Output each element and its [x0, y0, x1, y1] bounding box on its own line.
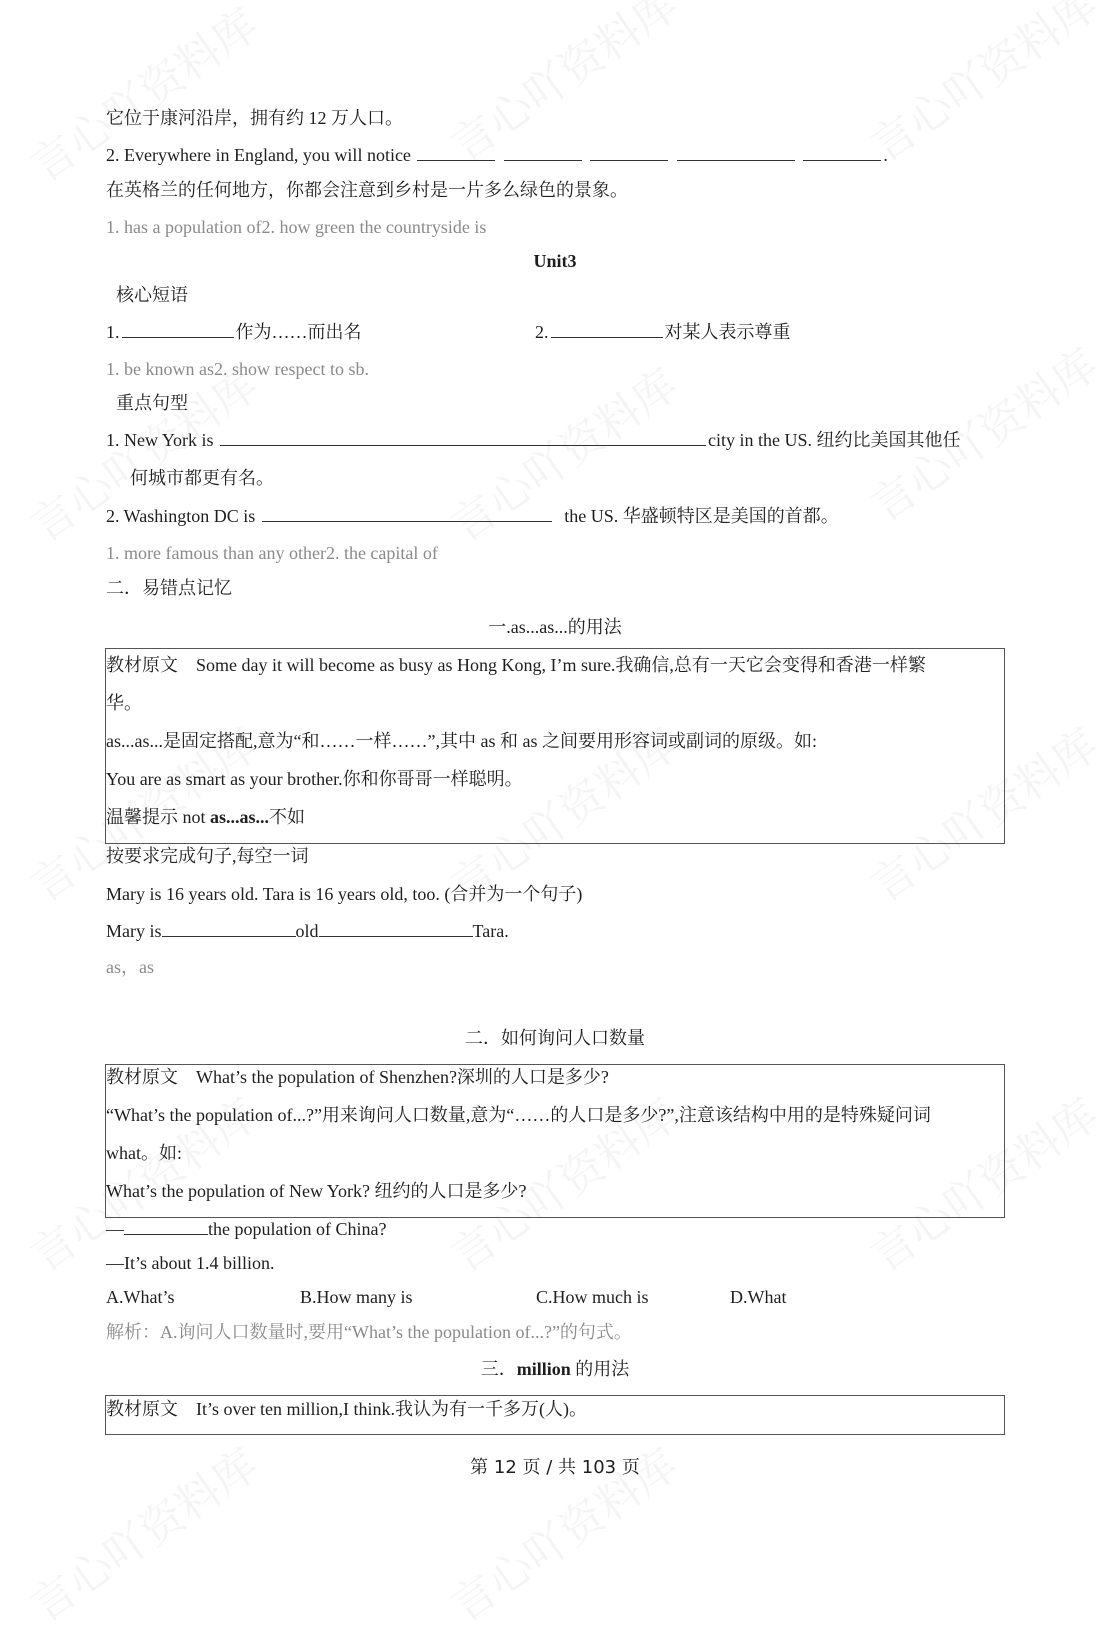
phrase-number: 2. [535, 322, 549, 342]
section-heading: 二．易错点记忆 [106, 578, 232, 598]
exercise-answer-line [106, 920, 509, 942]
answer-blank [122, 321, 234, 338]
answer-blank [124, 1218, 208, 1235]
question-text: the population of China? [208, 1219, 387, 1239]
tip-label: 温馨提示 not [106, 807, 211, 827]
title-number: 三． [480, 1359, 517, 1379]
answer-blank [319, 920, 473, 937]
sentence-text: the US. 华盛顿特区是美国的首都。 [564, 506, 839, 526]
text-line: 它位于康河沿岸，拥有约 12 万人口。 [106, 108, 403, 128]
answer-blank [220, 429, 706, 446]
option-c: C.How much is [536, 1287, 649, 1307]
subsection-title: 一.as...as...的用法 [488, 617, 622, 637]
text-line: 何城市都更有名。 [130, 468, 274, 488]
answer-line: 1. has a population of2. how green the countryside is [106, 217, 487, 237]
box-line: 华。 [106, 693, 142, 713]
analysis-line: 解析：A.询问人口数量时,要用“What’s the population of...?”的句式。 [106, 1322, 632, 1342]
answer-line: as，as [106, 957, 154, 977]
option-b: B.How many is [300, 1287, 413, 1307]
phrase-text: 作为……而出名 [235, 322, 362, 342]
footer-text: 页 / 共 [522, 1457, 577, 1478]
option-d: D.What [730, 1287, 787, 1307]
title-keyword: million [516, 1359, 571, 1379]
title-text: 的用法 [570, 1359, 630, 1379]
tip-meaning: 不如 [269, 807, 306, 827]
box-line: what。如: [106, 1143, 182, 1163]
sentence-text: . [883, 145, 888, 165]
phrase-text: 对某人表示尊重 [664, 322, 791, 342]
sentence-1 [106, 429, 961, 451]
section-heading: 重点句型 [116, 393, 188, 413]
dash: — [106, 1219, 124, 1239]
answer-blank [417, 144, 495, 161]
answer-blank [803, 144, 881, 161]
section-heading: 核心短语 [116, 285, 188, 305]
sentence-text: 2. Washington DC is [106, 506, 256, 526]
question-line [106, 1218, 386, 1240]
page-footer [0, 1453, 1110, 1479]
sentence-text: city in the US. 纽约比美国其他任 [708, 430, 961, 450]
current-page: 12 [493, 1457, 517, 1478]
exercise-sentence [106, 144, 888, 166]
subsection-title [0, 1358, 1110, 1380]
exercise-question: Mary is 16 years old. Tara is 16 years old, too. (合并为一个句子) [106, 884, 583, 904]
subsection-title: 二．如何询问人口数量 [465, 1028, 645, 1048]
box-line: 教材原文 What’s the population of Shenzhen?深圳的人口是多少? [106, 1067, 609, 1087]
box-line: You are as smart as your brother.你和你哥哥一样聪明。 [106, 769, 523, 789]
total-pages: 103 [581, 1457, 617, 1478]
answer-blank [504, 144, 582, 161]
unit-title: Unit3 [533, 251, 577, 271]
box-line: 教材原文 Some day it will become as busy as Hong Kong, I’m sure.我确信,总有一天它会变得和香港一样繁 [106, 655, 926, 675]
footer-text: 页 [621, 1457, 640, 1478]
answer-blank [590, 144, 668, 161]
tip-phrase: as...as... [210, 807, 270, 827]
answer-blank [677, 144, 795, 161]
sentence-text: Mary is [106, 921, 162, 941]
phrase-number: 1. [106, 322, 120, 342]
phrase-2 [535, 321, 791, 343]
sentence-2 [106, 505, 839, 527]
box-line: 教材原文 It’s over ten million,I think.我认为有一千多万(人)。 [106, 1399, 587, 1419]
box-line: “What’s the population of...?”用来询问人口数量,意为“……的人口是多少?”,注意该结构中用的是特殊疑问词 [106, 1105, 931, 1125]
sentence-text: Tara. [472, 921, 509, 941]
sentence-text: old [295, 921, 319, 941]
reply-line: —It’s about 1.4 billion. [106, 1253, 275, 1273]
answer-blank [162, 920, 296, 937]
footer-text: 第 [470, 1457, 489, 1478]
box-line: What’s the population of New York? 纽约的人口是多少? [106, 1181, 527, 1201]
answer-blank [262, 505, 552, 522]
sentence-text: 1. New York is [106, 430, 214, 450]
answer-blank [551, 321, 663, 338]
sentence-text: 2. Everywhere in England, you will notice [106, 145, 411, 165]
answer-line: 1. be known as2. show respect to sb. [106, 359, 369, 379]
box-line: as...as...是固定搭配,意为“和……一样……”,其中 as 和 as 之间要用形容词或副词的原级。如: [106, 731, 817, 751]
watermark [856, 0, 1109, 174]
option-a: A.What’s [106, 1287, 175, 1307]
exercise-instruction: 按要求完成句子,每空一词 [106, 846, 309, 866]
box-line [106, 806, 305, 828]
phrase-1 [106, 321, 362, 343]
text-line: 在英格兰的任何地方，你都会注意到乡村是一片多么绿色的景象。 [106, 180, 628, 200]
answer-line: 1. more famous than any other2. the capital of [106, 543, 438, 563]
